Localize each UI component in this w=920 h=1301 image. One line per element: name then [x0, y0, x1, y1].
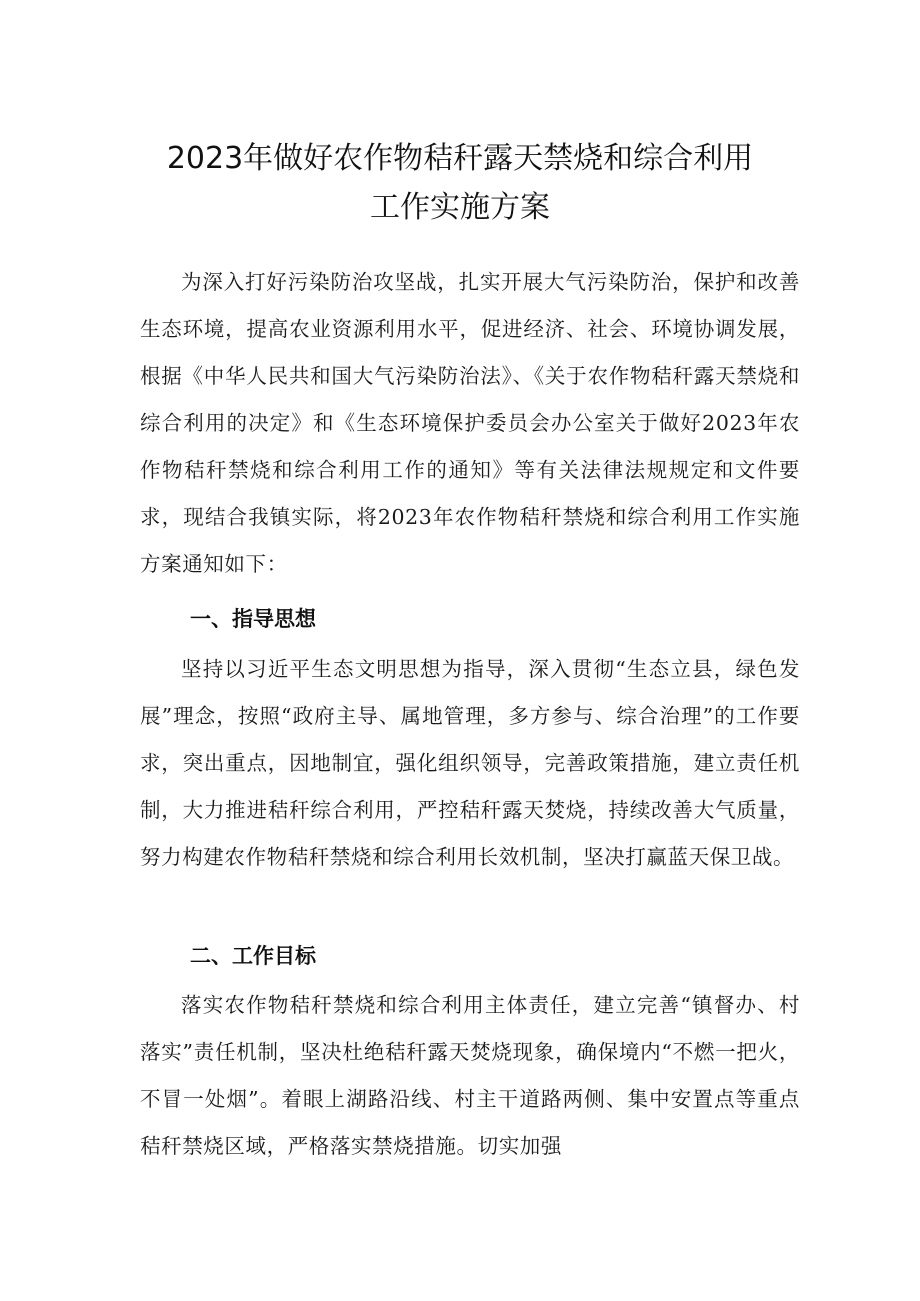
section-body-guiding-ideology: 坚持以习近平生态文明思想为指导，深入贯彻“生态立县，绿色发展”理念，按照“政府主导、属地管理，多方参与、综合治理”的工作要求，突出重点，因地制宜，强化组织领导，完善政策措施，建立责任机制，大力推进秸秆综合利用，严控秸秆露天焚烧，持续改善大气质量，努力构建农作物秸秆禁烧和综合利用长效机制，坚决打赢蓝天保卫战。 — [140, 657, 800, 869]
section-heading-guiding-ideology: 一、指导思想 — [190, 607, 316, 631]
intro-paragraph: 为深入打好污染防治攻坚战，扎实开展大气污染防治，保护和改善生态环境，提高农业资源利用水平，促进经济、社会、环境协调发展，根据《中华人民共和国大气污染防治法》、《关于农作物秸秆露天禁烧和综合利用的决定》和《生态环境保护委员会办公室关于做好2023年农作物秸秆禁烧和综合利用工作的通知》等有关法律法规规定和文件要求，现结合我镇实际，将2023年农作物秸秆禁烧和综合利用工作实施方案通知如下： — [140, 270, 800, 576]
section-body-work-goals: 落实农作物秸秆禁烧和综合利用主体责任，建立完善“镇督办、村落实”责任机制，坚决杜绝秸秆露天焚烧现象，确保境内“不燃一把火，不冒一处烟”。着眼上湖路沿线、村主干道路两侧、集中安置点等重点秸秆禁烧区域，严格落实禁烧措施。切实加强 — [140, 993, 800, 1158]
document-title-line-1: 2023年做好农作物秸秆露天禁烧和综合利用 — [166, 141, 754, 176]
section-heading-work-goals: 二、工作目标 — [190, 944, 316, 968]
document-title-line-2: 工作实施方案 — [370, 190, 550, 225]
